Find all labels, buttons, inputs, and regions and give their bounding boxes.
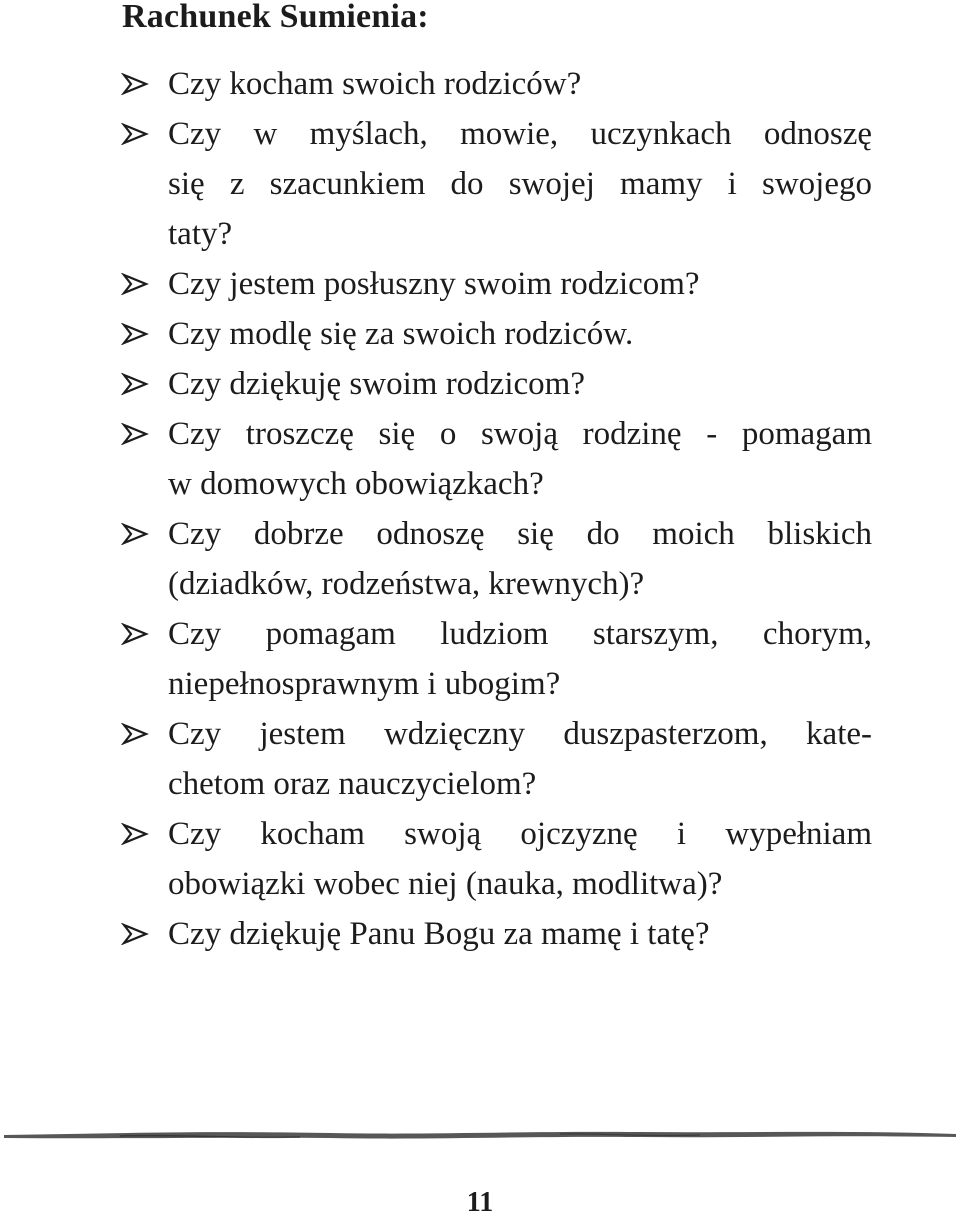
question-text-line: taty? bbox=[168, 216, 233, 252]
arrowhead-bullet-icon bbox=[120, 273, 150, 295]
question-text-line: niepełnosprawnym i ubogim? bbox=[168, 666, 561, 702]
arrowhead-bullet-icon bbox=[120, 523, 150, 545]
question-text-line: Czy w myślach, mowie, uczynkach odnoszę bbox=[168, 116, 872, 152]
arrowhead-bullet-icon bbox=[120, 123, 150, 145]
list-item bbox=[120, 909, 872, 959]
list-item bbox=[120, 59, 872, 109]
arrowhead-bullet-icon bbox=[120, 923, 150, 945]
list-item bbox=[120, 359, 872, 409]
arrowhead-bullet-icon bbox=[120, 323, 150, 345]
arrowhead-bullet-icon bbox=[120, 73, 150, 95]
list-item bbox=[120, 409, 872, 509]
list-item bbox=[120, 109, 872, 259]
arrowhead-bullet-icon bbox=[120, 823, 150, 845]
list-item bbox=[120, 709, 872, 809]
page-number: 11 bbox=[466, 1187, 494, 1218]
question-text-line: Czy jestem wdzięczny duszpasterzom, kate- bbox=[168, 716, 872, 752]
examination-questions-list bbox=[120, 59, 872, 959]
question-text-line: Czy dziękuję Panu Bogu za mamę i tatę? bbox=[168, 916, 710, 952]
question-text-line: chetom oraz nauczycielom? bbox=[168, 766, 537, 802]
question-text-line: Czy dobrze odnoszę się do moich bliskich bbox=[168, 516, 872, 552]
list-item bbox=[120, 609, 872, 709]
question-text-line: obowiązki wobec niej (nauka, modlitwa)? bbox=[168, 866, 723, 902]
arrowhead-bullet-icon bbox=[120, 623, 150, 645]
question-text-line: się z szacunkiem do swojej mamy i swojego bbox=[168, 166, 872, 202]
question-text-line: Czy troszczę się o swoją rodzinę - pomagam bbox=[168, 416, 872, 452]
question-text-line: (dziadków, rodzeństwa, krewnych)? bbox=[168, 566, 645, 602]
list-item bbox=[120, 809, 872, 909]
list-item bbox=[120, 309, 872, 359]
question-text-line: Czy modlę się za swoich rodziców. bbox=[168, 316, 634, 352]
page-title: Rachunek Sumienia: bbox=[122, 0, 429, 35]
arrowhead-bullet-icon bbox=[120, 423, 150, 445]
question-text-line: Czy pomagam ludziom starszym, chorym, bbox=[168, 616, 872, 652]
question-text-line: Czy kocham swoich rodziców? bbox=[168, 66, 582, 102]
arrowhead-bullet-icon bbox=[120, 723, 150, 745]
decorative-brush-rule bbox=[0, 1122, 960, 1152]
question-text-line: w domowych obowiązkach? bbox=[168, 466, 544, 502]
question-text-line: Czy kocham swoją ojczyznę i wypełniam bbox=[168, 816, 872, 852]
question-text-line: Czy jestem posłuszny swoim rodzicom? bbox=[168, 266, 700, 302]
question-text-line: Czy dziękuję swoim rodzicom? bbox=[168, 366, 585, 402]
list-item bbox=[120, 259, 872, 309]
list-item bbox=[120, 509, 872, 609]
arrowhead-bullet-icon bbox=[120, 373, 150, 395]
